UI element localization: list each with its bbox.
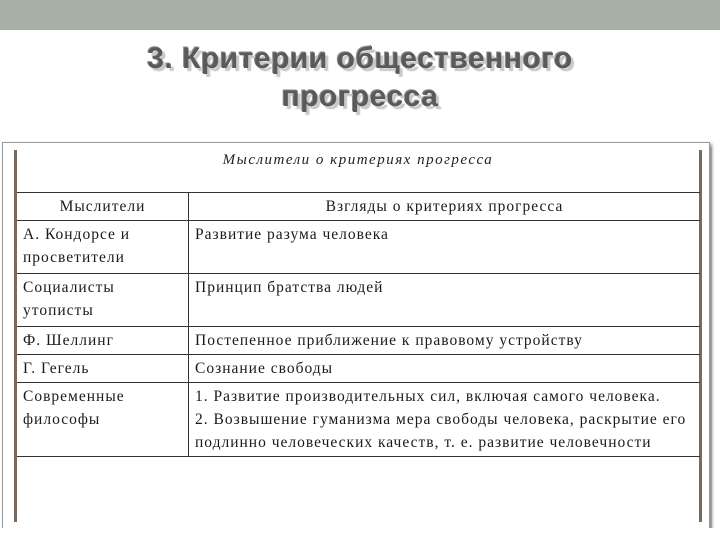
table-header-row: [17, 193, 700, 221]
thinker-cell: Социалисты утописты: [17, 274, 189, 327]
table-row: [17, 274, 700, 327]
header-thinkers: Мыслители: [17, 193, 189, 221]
view-text: 2. Возвышение гуманизма мера свободы человека, раскрытие его подлинно человеческих качеств, т. е. развитие человечности: [195, 411, 687, 451]
title-line-2: прогресса: [281, 80, 439, 113]
top-banner: [0, 0, 720, 30]
views-cell: [189, 383, 701, 457]
bottom-strip: [0, 528, 720, 540]
table-row: [17, 383, 700, 457]
view-text: 1. Развитие производительных сил, включая самого человека.: [195, 388, 661, 405]
table-row: [17, 221, 700, 274]
slide-title: [0, 40, 720, 116]
view-text: Принцип братства людей: [195, 279, 384, 296]
views-cell: [189, 274, 701, 327]
view-text: Развитие разума человека: [195, 226, 389, 243]
thinker-cell: Г. Гегель: [17, 355, 189, 383]
table-row: [17, 355, 700, 383]
view-text: Постепенное приближение к правовому устройству: [195, 332, 583, 349]
view-text: Сознание свободы: [195, 360, 334, 377]
views-cell: [189, 355, 701, 383]
header-views: Взгляды о критериях прогресса: [189, 193, 701, 221]
table-caption: Мыслители о критериях прогресса: [222, 152, 494, 168]
views-cell: [189, 327, 701, 355]
thinker-cell: Современные философы: [17, 383, 189, 457]
criteria-table: [17, 192, 700, 457]
thinker-cell: Ф. Шеллинг: [17, 327, 189, 355]
table-row: [17, 327, 700, 355]
title-line-1: 3. Критерии общественного: [147, 42, 573, 75]
views-cell: [189, 221, 701, 274]
thinker-cell: А. Кондорсе и просветители: [17, 221, 189, 274]
